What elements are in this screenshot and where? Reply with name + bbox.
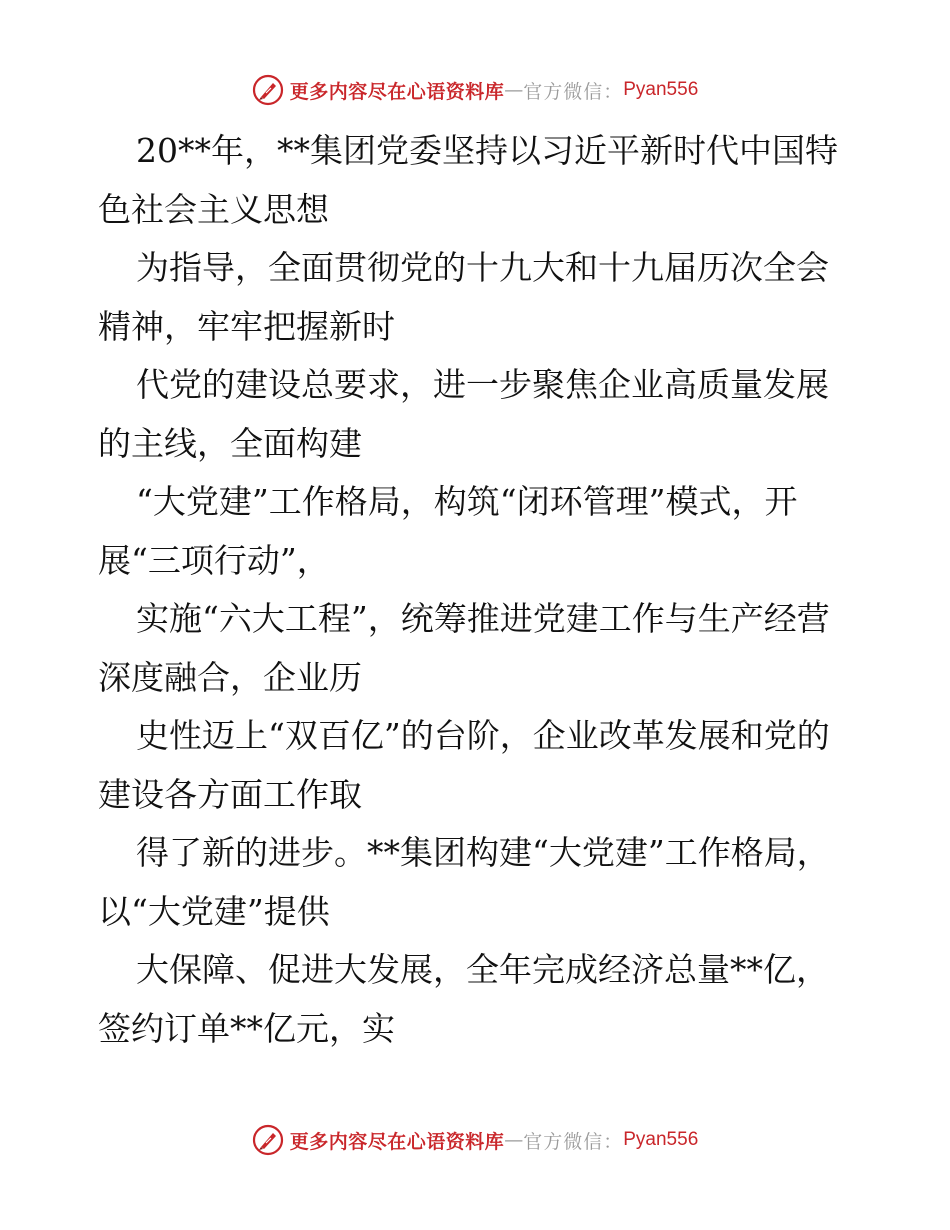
quill-logo-icon bbox=[252, 1124, 284, 1156]
paragraph-4: “大党建”工作格局，构筑“闭环管理”模式，开展“三项行动”， bbox=[98, 482, 798, 580]
footer-banner[interactable] bbox=[0, 1120, 950, 1160]
paragraph-7: 得了新的进步。**集团构建“大党建”工作格局，以“大党建”提供 bbox=[98, 833, 830, 931]
banner-main-text: 更多内容尽在心语资料库 bbox=[289, 1130, 505, 1153]
banner-wechat-id: Pyan556 bbox=[623, 1129, 699, 1150]
paragraph-6: 史性迈上“双百亿”的台阶，企业改革发展和党的建设各方面工作取 bbox=[98, 716, 830, 814]
quill-logo-icon bbox=[252, 74, 284, 106]
banner-separator: — bbox=[504, 1129, 524, 1151]
paragraph-8: 大保障、促进大发展，全年完成经济总量**亿，签约订单**亿元，实 bbox=[98, 950, 829, 1048]
document-body bbox=[98, 122, 858, 1058]
banner-wechat-id: Pyan556 bbox=[623, 79, 699, 100]
paragraph-2: 为指导，全面贯彻党的十九大和十九届历次全会精神，牢牢把握新时 bbox=[98, 248, 829, 346]
banner-wechat-label: 官方微信： bbox=[523, 80, 624, 103]
banner-wechat-label: 官方微信： bbox=[523, 1130, 624, 1153]
banner-separator: — bbox=[504, 79, 524, 101]
paragraph-3: 代党的建设总要求，进一步聚焦企业高质量发展的主线，全面构建 bbox=[98, 365, 829, 463]
header-banner[interactable] bbox=[0, 70, 950, 110]
paragraph-1: 20**年，**集团党委坚持以习近平新时代中国特色社会主义思想 bbox=[98, 131, 838, 229]
paragraph-5: 实施“六大工程”，统筹推进党建工作与生产经营深度融合，企业历 bbox=[98, 599, 830, 697]
banner-main-text: 更多内容尽在心语资料库 bbox=[289, 80, 505, 103]
